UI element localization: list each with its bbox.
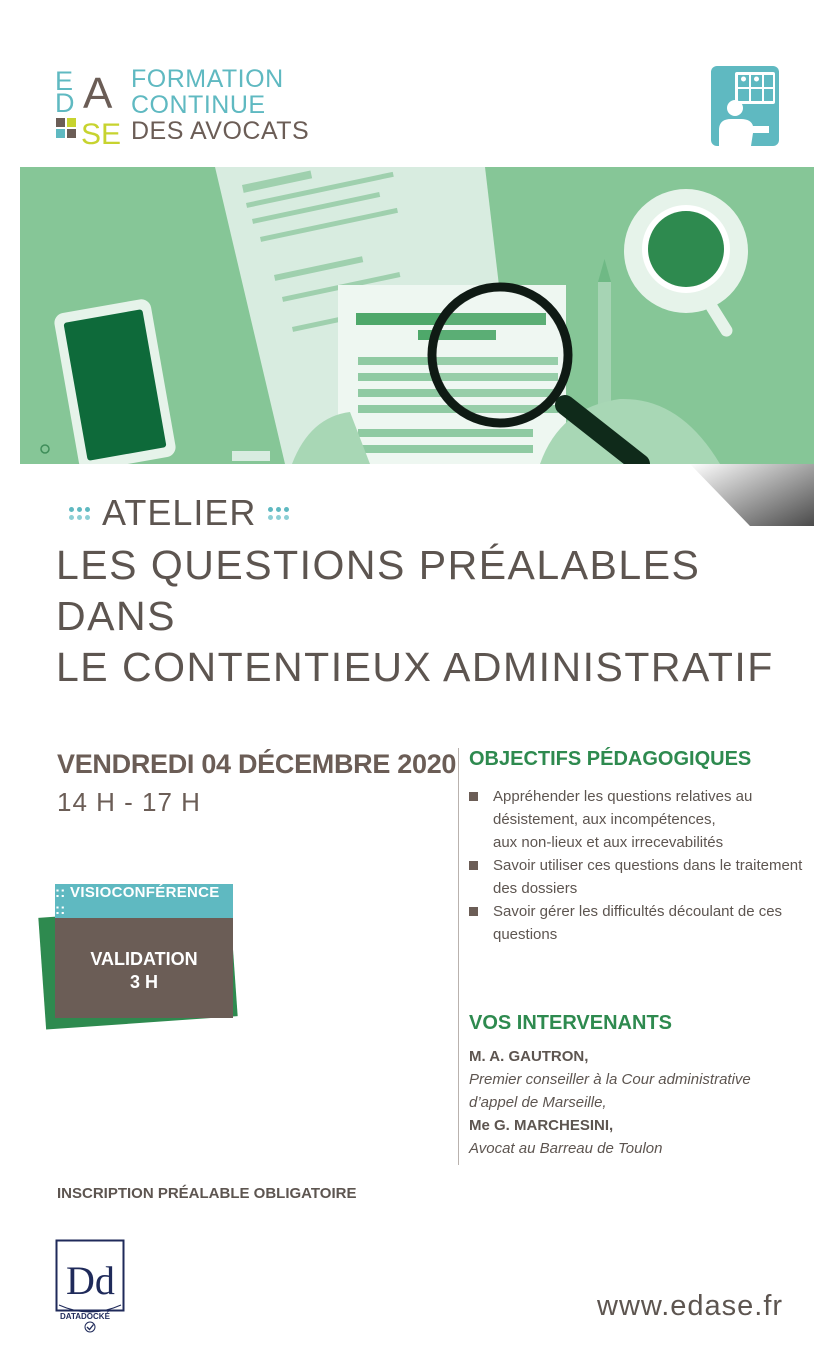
logo-letter-d: D — [55, 88, 75, 118]
logo-line-des-avocats: DES AVOCATS — [131, 117, 310, 145]
objective-line: désistement, aux incompétences, — [493, 811, 716, 828]
inscription-notice: INSCRIPTION PRÉALABLE OBLIGATOIRE — [57, 1185, 357, 1202]
logo-text — [131, 66, 309, 144]
banner-illustration — [20, 167, 814, 464]
badge-validation — [55, 918, 233, 1018]
datadock-logo — [55, 1239, 125, 1334]
objectives-list — [469, 785, 819, 946]
event-hours: 14 H - 17 H — [57, 787, 201, 817]
badge-validation-hours: 3 H — [129, 972, 158, 992]
logo-square — [67, 118, 76, 127]
logo-letter-a: A — [83, 69, 113, 118]
event-date: VENDREDI 04 DÉCEMBRE 2020 — [57, 749, 457, 779]
objective-line: aux non-lieux et aux irrecevabilités — [493, 834, 724, 851]
objective-item — [469, 854, 819, 900]
badge-validation-label: VALIDATION — [90, 949, 198, 969]
banner-shadow — [690, 464, 814, 526]
videoconference-icon — [711, 66, 779, 146]
speaker-role: Premier conseiller à la Cour administrative — [469, 1071, 751, 1088]
logo-letter-e2: E — [101, 118, 122, 148]
badge-visioconference: :: VISIOCONFÉRENCE :: — [55, 884, 233, 918]
speaker-role: d’appel de Marseille, — [469, 1094, 607, 1111]
website-link[interactable]: www.edase.fr — [597, 1290, 784, 1322]
decorative-dots-left — [69, 507, 90, 520]
event-type — [57, 492, 301, 534]
logo-line-continue: CONTINUE — [131, 91, 266, 119]
datadock-mark: Dd — [66, 1258, 115, 1303]
datadock-label: DATADOCKÉ — [60, 1312, 110, 1321]
logo-letter-e: E — [55, 66, 74, 96]
objective-item — [469, 785, 819, 854]
edase-logo — [55, 64, 125, 148]
logo-line-formation: FORMATION — [131, 65, 284, 93]
speaker-name: Me G. MARCHESINI, — [469, 1117, 614, 1134]
speakers-list — [469, 1045, 759, 1160]
event-title-line-1: LES QUESTIONS PRÉALABLES DANS — [56, 542, 701, 639]
speaker-role: Avocat au Barreau de Toulon — [469, 1140, 663, 1157]
speakers-title: VOS INTERVENANTS — [469, 1012, 672, 1034]
decorative-dots-right — [268, 507, 289, 520]
speaker-name: M. A. GAUTRON, — [469, 1048, 589, 1065]
logo-square — [67, 129, 76, 138]
objective-line: Savoir gérer les difficultés découlant de ces — [493, 903, 783, 920]
objective-line: des dossiers — [493, 880, 578, 897]
event-type-label: ATELIER — [102, 492, 257, 533]
objective-line: Appréhender les questions relatives au — [493, 788, 753, 805]
validation-badge — [40, 884, 235, 1039]
column-divider — [458, 748, 459, 1165]
event-title — [56, 540, 833, 693]
logo-letter-s: S — [81, 118, 102, 148]
objective-line: Savoir utiliser ces questions dans le traitement — [493, 857, 803, 874]
logo-square — [56, 118, 65, 127]
objectives-title: OBJECTIFS PÉDAGOGIQUES — [469, 748, 752, 770]
logo-square — [56, 129, 65, 138]
objective-line: questions — [493, 926, 558, 943]
objective-item — [469, 900, 819, 946]
event-title-line-2: LE CONTENTIEUX ADMINISTRATIF — [56, 644, 774, 690]
